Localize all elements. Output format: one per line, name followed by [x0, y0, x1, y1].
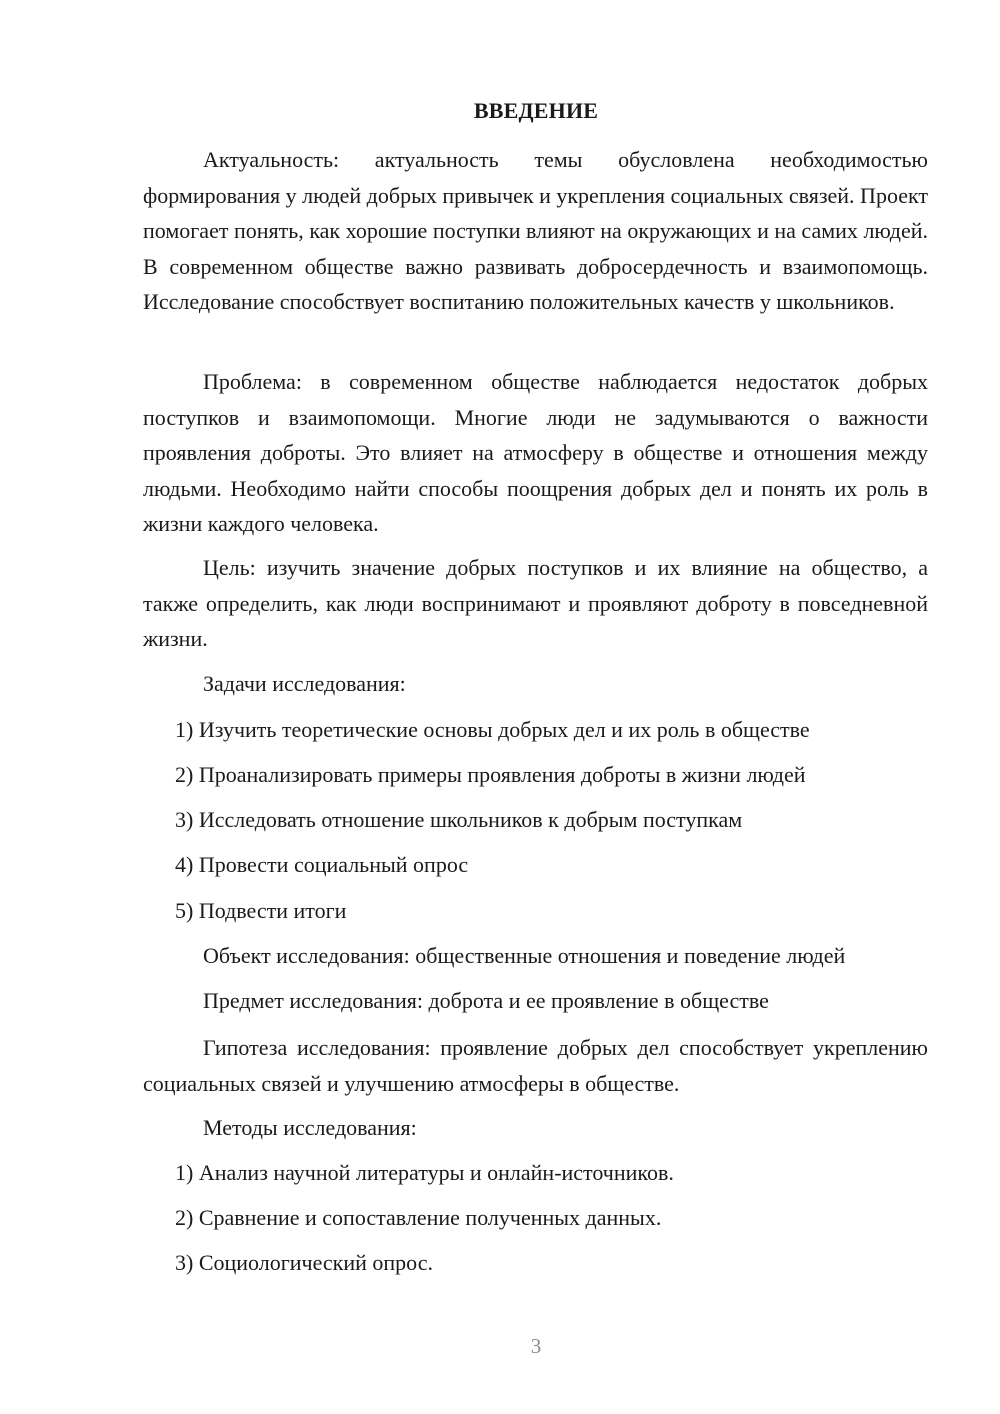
- page-title: ВВЕДЕНИЕ: [473, 98, 599, 123]
- method-item: 2) Сравнение и сопоставление полученных данных.: [175, 1205, 662, 1230]
- method-item: 1) Анализ научной литературы и онлайн-источников.: [175, 1160, 674, 1185]
- goal-paragraph: Цель: изучить значение добрых поступков и их влияние на общество, а также определить, как люди воспринимают и проявляют доброту в повседневной жизни.: [143, 555, 928, 651]
- task-item: 2) Проанализировать примеры проявления доброты в жизни людей: [175, 762, 806, 787]
- method-item: 3) Социологический опрос.: [175, 1250, 433, 1275]
- task-item: 5) Подвести итоги: [175, 898, 347, 923]
- page-number: 3: [530, 1334, 542, 1358]
- methods-heading: Методы исследования:: [203, 1115, 417, 1140]
- object-line: Объект исследования: общественные отношения и поведение людей: [203, 943, 846, 968]
- task-item: 4) Провести социальный опрос: [175, 852, 469, 877]
- problem-paragraph: Проблема: в современном обществе наблюдается недостаток добрых поступков и взаимопомощи. Многие люди не задумываются о важности проявления доброты. Это влияет на атмосферу в обществе и отношения между людьми. Необходимо найти способы поощрения добрых дел и понять их роль в жизни каждого человека.: [143, 369, 928, 536]
- hypothesis-paragraph: Гипотеза исследования: проявление добрых дел способствует укреплению социальных связей и улучшению атмосферы в обществе.: [143, 1035, 928, 1096]
- tasks-heading: Задачи исследования:: [203, 671, 406, 696]
- subject-line: Предмет исследования: доброта и ее проявление в обществе: [203, 988, 769, 1013]
- task-item: 3) Исследовать отношение школьников к добрым поступкам: [175, 807, 743, 832]
- relevance-paragraph: Актуальность: актуальность темы обусловлена необходимостью формирования у людей добрых привычек и укрепления социальных связей. Проект помогает понять, как хорошие поступки влияют на окружающих и на самих людей. В современном обществе важно развивать добросердечность и взаимопомощь. Исследование способствует воспитанию положительных качеств у школьников.: [143, 147, 928, 314]
- task-item: 1) Изучить теоретические основы добрых дел и их роль в обществе: [175, 717, 810, 742]
